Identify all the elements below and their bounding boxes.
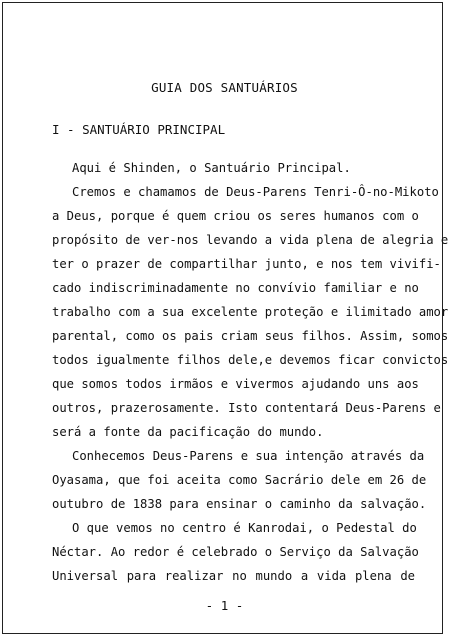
text-line: será a fonte da pacificação do mundo. xyxy=(52,425,324,439)
text-line: a Deus, porque é quem criou os seres humanos com o xyxy=(52,209,419,223)
text-line: Oyasama, que foi aceita como Sacrário dele em 26 de xyxy=(52,473,427,487)
text-line: Cremos e chamamos de Deus-Parens Tenri-Ô-no-Mikoto xyxy=(72,185,439,199)
text-line: ter o prazer de compartilhar junto, e nos tem vivifi- xyxy=(52,257,441,271)
text-line: Néctar. Ao redor é celebrado o Serviço da Salvação xyxy=(52,545,419,559)
section-heading: I - SANTUÁRIO PRINCIPAL xyxy=(52,122,226,137)
text-line: Conhecemos Deus-Parens e sua intenção através da xyxy=(72,449,425,463)
text-line: que somos todos irmãos e vivermos ajudando uns aos xyxy=(52,377,419,391)
text-line: outubro de 1838 para ensinar o caminho da salvação. xyxy=(52,497,427,511)
text-line: todos igualmente filhos dele,e devemos ficar convictos xyxy=(52,353,449,367)
text-line: Universal para realizar no mundo a vida plena de xyxy=(52,569,415,583)
page-title: GUIA DOS SANTUÁRIOS xyxy=(151,80,298,95)
text-line: parental, como os pais criam seus filhos. Assim, somos xyxy=(52,329,449,343)
text-line: outros, prazerosamente. Isto contentará Deus-Parens e xyxy=(52,401,441,415)
page-number: - 1 - xyxy=(205,598,244,613)
text-line: O que vemos no centro é Kanrodai, o Pedestal do xyxy=(72,521,417,535)
text-line: Aqui é Shinden, o Santuário Principal. xyxy=(72,161,351,175)
text-line: trabalho com a sua excelente proteção e ilimitado amor xyxy=(52,305,449,319)
text-line: cado indiscriminadamente no convívio familiar e no xyxy=(52,281,419,295)
text-line: propósito de ver-nos levando a vida plena de alegria e xyxy=(52,233,449,247)
